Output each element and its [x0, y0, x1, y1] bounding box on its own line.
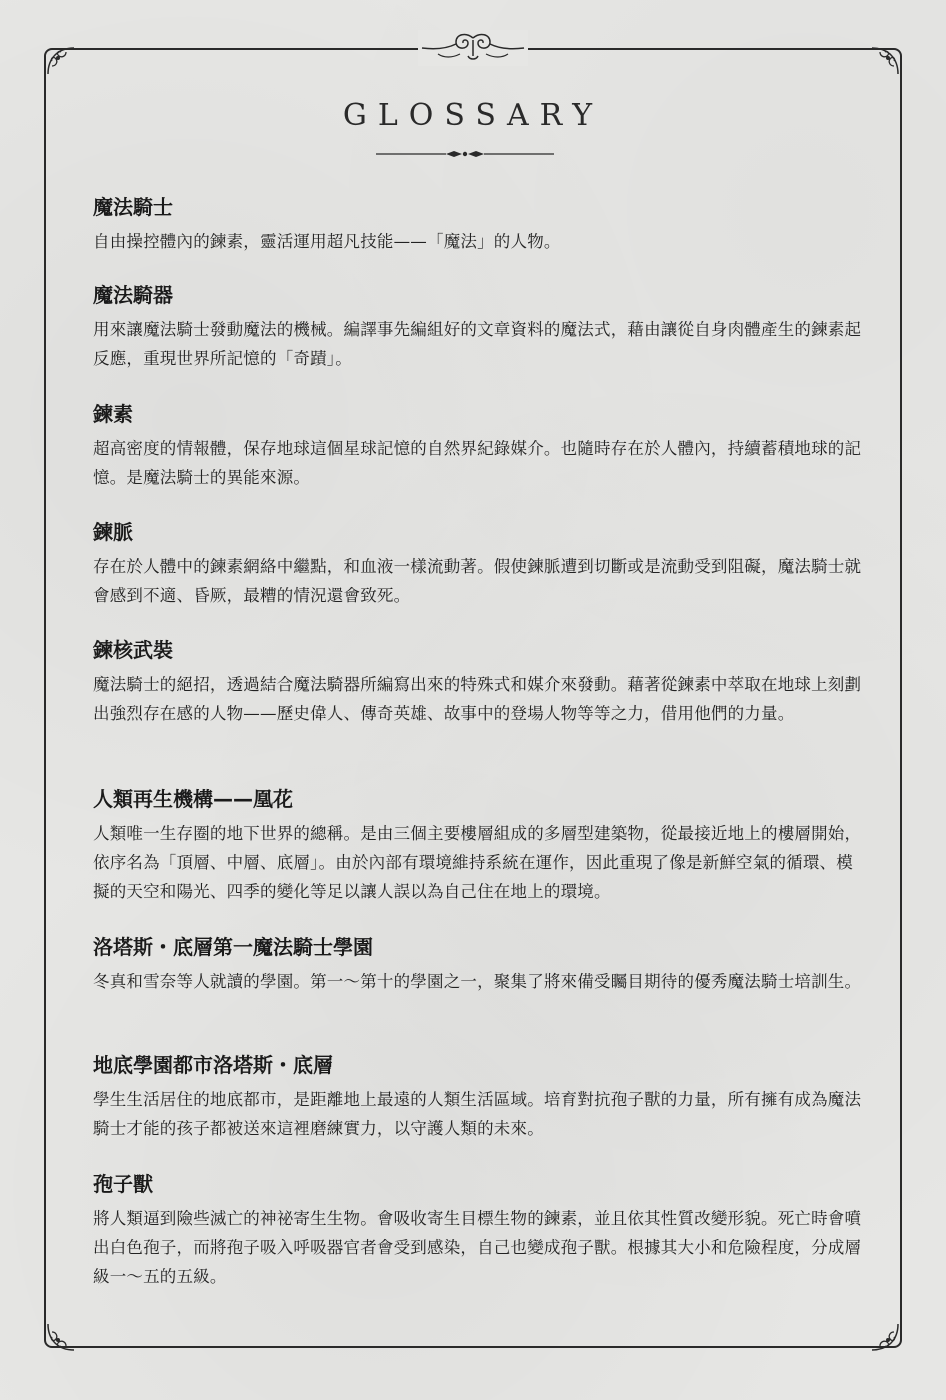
- glossary-entry: [93, 399, 863, 492]
- entry-definition: 學生生活居住的地底都市，是距離地上最遠的人類生活區域。培育對抗孢子獸的力量，所有擁有成為魔法騎士才能的孩子都被送來這裡磨練實力，以守護人類的未來。: [93, 1090, 862, 1138]
- entry-term: 鍊核武裝: [93, 638, 173, 662]
- glossary-entry: [93, 1169, 863, 1291]
- entry-definition: 將人類逼到險些滅亡的神祕寄生生物。會吸收寄生目標生物的鍊素，並且依其性質改變形貌。死亡時會噴出白色孢子，而將孢子吸入呼吸器官者會受到感染，自己也變成孢子獸。根據其大小和危險程度，分成層級一～五的五級。: [93, 1209, 862, 1286]
- top-scroll-ornament-icon: [418, 30, 528, 66]
- entry-definition: 冬真和雪奈等人就讀的學園。第一～第十的學園之一，聚集了將來備受矚目期待的優秀魔法騎士培訓生。: [93, 972, 862, 991]
- entry-term: 洛塔斯・底層第一魔法騎士學園: [93, 935, 373, 959]
- glossary-entry: [93, 517, 863, 610]
- glossary-entry: [93, 280, 863, 373]
- entry-term: 孢子獸: [93, 1172, 153, 1196]
- glossary-entry: [93, 635, 863, 728]
- entry-term: 魔法騎器: [93, 283, 173, 307]
- corner-flourish-icon: [868, 44, 902, 78]
- glossary-entry: [93, 192, 863, 256]
- corner-flourish-icon: [44, 1320, 78, 1354]
- title-divider-icon: [376, 146, 554, 162]
- entry-term: 鍊脈: [93, 520, 133, 544]
- corner-flourish-icon: [868, 1320, 902, 1354]
- glossary-entry: [93, 1050, 863, 1143]
- glossary-entry: [93, 784, 863, 906]
- corner-flourish-icon: [44, 44, 78, 78]
- entry-definition: 自由操控體內的鍊素，靈活運用超凡技能——「魔法」的人物。: [93, 232, 561, 251]
- page-title: GLOSSARY: [342, 98, 604, 133]
- entry-definition: 超高密度的情報體，保存地球這個星球記憶的自然界紀錄媒介。也隨時存在於人體內，持續蓄積地球的記憶。是魔法騎士的異能來源。: [93, 439, 862, 487]
- entry-definition: 存在於人體中的鍊素網絡中繼點，和血液一樣流動著。假使鍊脈遭到切斷或是流動受到阻礙，魔法騎士就會感到不適、昏厥，最糟的情況還會致死。: [93, 557, 862, 605]
- entry-definition: 人類唯一生存圈的地下世界的總稱。是由三個主要樓層組成的多層型建築物，從最接近地上的樓層開始，依序名為「頂層、中層、底層」。由於內部有環境維持系統在運作，因此重現了像是新鮮空氣的循環、模擬的天空和陽光、四季的變化等足以讓人誤以為自己住在地上的環境。: [93, 824, 862, 901]
- entry-term: 魔法騎士: [93, 195, 173, 219]
- entry-definition: 用來讓魔法騎士發動魔法的機械。編譯事先編組好的文章資料的魔法式，藉由讓從自身肉體產生的鍊素起反應，重現世界所記憶的「奇蹟」。: [93, 320, 862, 368]
- entry-term: 人類再生機構——凰花: [93, 787, 293, 811]
- glossary-entry: [93, 932, 863, 996]
- entry-term: 地底學園都市洛塔斯・底層: [93, 1053, 333, 1077]
- entry-definition: 魔法騎士的絕招，透過結合魔法騎器所編寫出來的特殊式和媒介來發動。藉著從鍊素中萃取在地球上刻劃出強烈存在感的人物——歷史偉人、傳奇英雄、故事中的登場人物等等之力，借用他們的力量。: [93, 675, 862, 723]
- entry-term: 鍊素: [93, 402, 133, 426]
